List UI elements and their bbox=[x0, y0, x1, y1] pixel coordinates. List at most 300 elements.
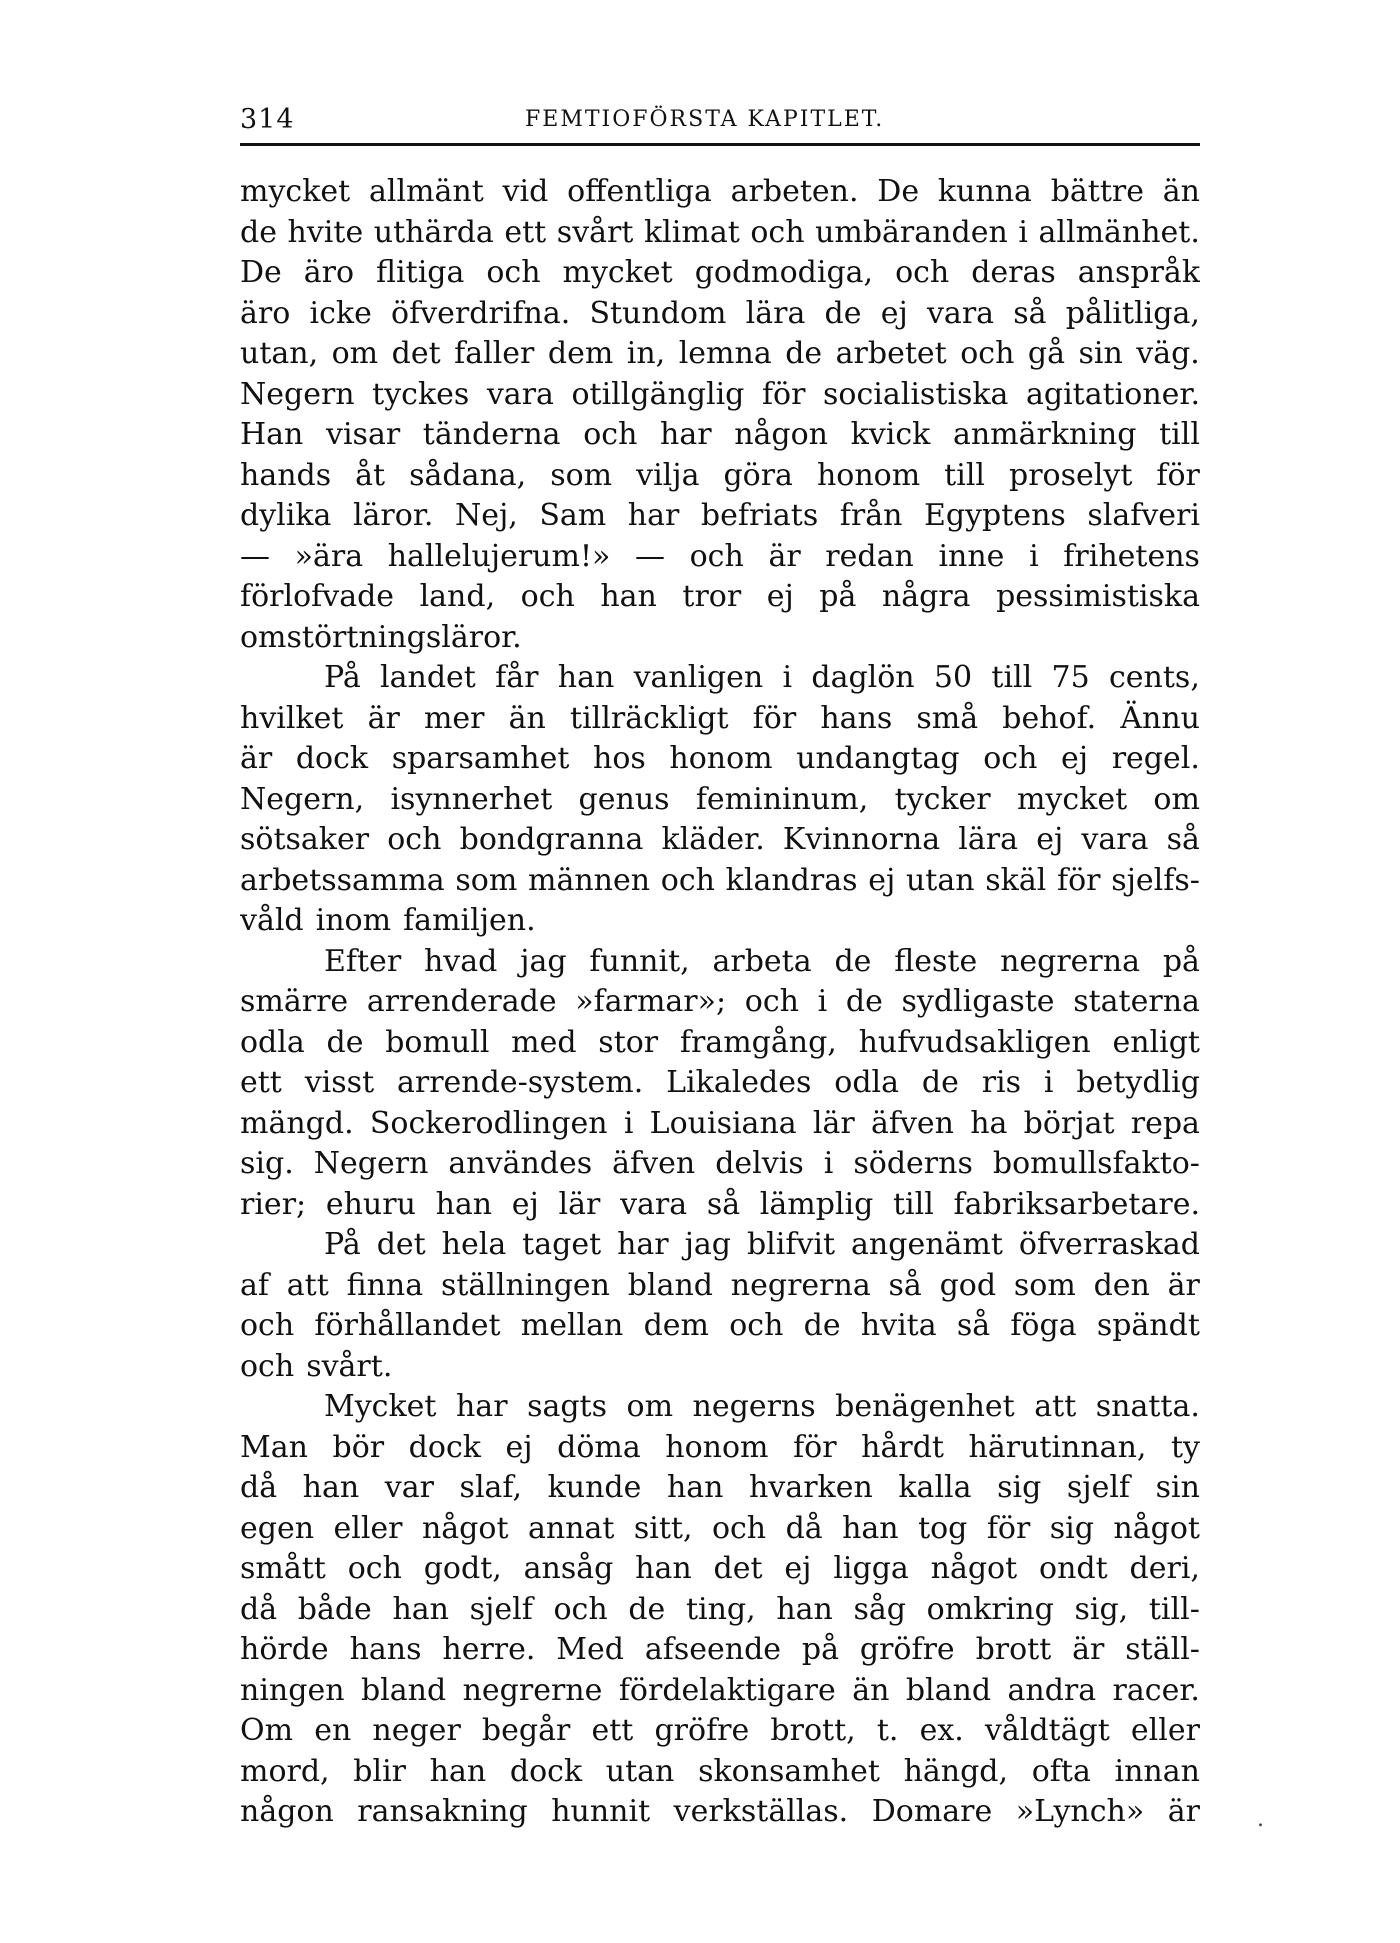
word: På bbox=[324, 660, 361, 695]
word: utan bbox=[605, 1753, 675, 1789]
word: små bbox=[916, 700, 979, 736]
word: ej bbox=[511, 1186, 539, 1222]
word: mängd. bbox=[240, 1105, 354, 1141]
word: godt, bbox=[423, 1551, 502, 1586]
text-line bbox=[240, 1549, 1200, 1590]
word: vanligen bbox=[633, 660, 764, 695]
word: ex. bbox=[919, 1713, 964, 1748]
word: sig bbox=[997, 1470, 1042, 1505]
word: än bbox=[508, 700, 546, 736]
word: är bbox=[240, 741, 273, 776]
word: daglön bbox=[811, 660, 915, 695]
word: och bbox=[660, 862, 715, 898]
word: till bbox=[1159, 417, 1200, 452]
word: dylika bbox=[240, 498, 332, 533]
word: i bbox=[823, 1146, 834, 1181]
word: och bbox=[553, 1591, 608, 1627]
word: icke bbox=[309, 295, 372, 331]
word: lär bbox=[558, 1186, 601, 1222]
text-line bbox=[240, 1387, 1200, 1428]
word: till bbox=[944, 457, 986, 493]
word: hands bbox=[240, 457, 332, 493]
word: både bbox=[297, 1591, 372, 1627]
word: allmänt bbox=[368, 174, 484, 209]
word: hårdt bbox=[861, 1429, 944, 1465]
word: undangtag bbox=[796, 741, 960, 776]
word: han bbox=[635, 1551, 692, 1586]
word: det bbox=[713, 1551, 763, 1586]
word: än bbox=[1162, 174, 1200, 209]
word: mycket bbox=[240, 174, 351, 209]
word: begår bbox=[481, 1713, 571, 1748]
word: och bbox=[520, 579, 575, 614]
word: den bbox=[1093, 1267, 1150, 1303]
text-line bbox=[240, 415, 1200, 456]
word: sjelf bbox=[1066, 1470, 1131, 1505]
word: tänderna bbox=[422, 417, 561, 452]
word: och bbox=[750, 214, 805, 250]
word: och bbox=[711, 1510, 767, 1546]
word: ansåg bbox=[523, 1551, 614, 1586]
word: Negern, bbox=[240, 781, 365, 817]
word: något bbox=[930, 1551, 1018, 1586]
word: lämplig bbox=[759, 1186, 874, 1222]
word: angenämt bbox=[851, 1227, 1003, 1262]
word: klandras bbox=[725, 862, 858, 898]
word: och bbox=[744, 984, 799, 1019]
word: bland bbox=[627, 1267, 713, 1303]
word: godmodiga, bbox=[694, 255, 874, 290]
text-line bbox=[240, 213, 1200, 254]
word: »Lynch» bbox=[1015, 1794, 1145, 1829]
word: för bbox=[752, 700, 797, 736]
word: pessimistiska bbox=[996, 579, 1200, 614]
word: anspråk bbox=[1077, 255, 1200, 290]
word: genus bbox=[578, 781, 670, 817]
word: fabriksarbetare. bbox=[953, 1186, 1200, 1222]
word: är bbox=[1072, 1632, 1105, 1667]
word: ett bbox=[504, 214, 547, 250]
word: ningen bbox=[240, 1672, 345, 1708]
text-line bbox=[240, 456, 1200, 497]
word: kvick bbox=[850, 417, 931, 452]
word: sötsaker bbox=[240, 822, 370, 857]
word: användes bbox=[448, 1146, 593, 1181]
word: »farmar»; bbox=[575, 984, 727, 1019]
word: ris bbox=[981, 1065, 1022, 1100]
word: sin bbox=[1155, 1470, 1200, 1505]
word: regel. bbox=[1111, 741, 1200, 776]
word: slaf, bbox=[459, 1470, 522, 1505]
word: söderns bbox=[853, 1146, 973, 1181]
word: mer bbox=[423, 700, 485, 736]
word: ej bbox=[505, 1429, 533, 1465]
word: som bbox=[1013, 1267, 1076, 1303]
word: allmänhet. bbox=[1038, 214, 1200, 250]
word: och bbox=[486, 255, 541, 290]
word: dock bbox=[509, 1753, 583, 1789]
word: i bbox=[1043, 1065, 1054, 1100]
word: om bbox=[626, 1389, 674, 1424]
word: hela bbox=[441, 1227, 507, 1262]
word: land, bbox=[419, 579, 496, 614]
text-line bbox=[240, 1063, 1200, 1104]
word: hvarken bbox=[749, 1470, 873, 1505]
word: de bbox=[834, 943, 872, 979]
word: faller bbox=[454, 336, 535, 371]
word: ransakning bbox=[357, 1794, 528, 1829]
word: annat bbox=[527, 1510, 615, 1546]
word: tycker bbox=[894, 781, 991, 817]
word: och bbox=[983, 741, 1038, 776]
word: herre. bbox=[442, 1632, 536, 1667]
word: betydlig bbox=[1076, 1065, 1200, 1100]
word: spändt bbox=[1096, 1308, 1200, 1343]
word: smått bbox=[240, 1551, 326, 1586]
word: Ännu bbox=[1120, 700, 1200, 736]
word: till- bbox=[1148, 1591, 1200, 1627]
word: tillräckligt bbox=[570, 700, 729, 736]
word: för bbox=[1156, 457, 1200, 493]
word: arbetet bbox=[835, 336, 947, 371]
word: taget bbox=[522, 1227, 602, 1262]
word: benägenhet bbox=[835, 1389, 1015, 1424]
word: staterna bbox=[1073, 984, 1200, 1019]
word: sådana, bbox=[409, 457, 527, 493]
word: i bbox=[1029, 538, 1039, 574]
word: mellan bbox=[520, 1308, 624, 1343]
word: cents, bbox=[1108, 660, 1200, 695]
word: ett bbox=[240, 1065, 282, 1100]
word: andra bbox=[1007, 1672, 1097, 1708]
word: pålitliga, bbox=[1065, 295, 1200, 331]
word: Stundom bbox=[589, 295, 727, 331]
word: lemna bbox=[678, 336, 772, 371]
word: På bbox=[324, 1227, 361, 1262]
word: till bbox=[893, 1186, 934, 1222]
word: mycket bbox=[562, 255, 673, 290]
word: ondt bbox=[1039, 1551, 1108, 1586]
chapter-title: FEMTIOFÖRSTA KAPITLET. bbox=[525, 107, 885, 132]
word: De bbox=[240, 255, 282, 290]
word: afseende bbox=[644, 1632, 782, 1667]
text-line bbox=[240, 1225, 1200, 1266]
word: visst bbox=[304, 1065, 375, 1100]
text-line bbox=[240, 942, 1200, 983]
word: förlofvade bbox=[240, 579, 395, 614]
word: att bbox=[1034, 1389, 1077, 1424]
header-rule bbox=[240, 143, 1200, 146]
word: slafveri bbox=[1087, 498, 1200, 533]
word: så bbox=[1013, 295, 1047, 331]
word: mord, bbox=[240, 1753, 330, 1789]
word: ställ- bbox=[1125, 1632, 1200, 1667]
word: framgång, bbox=[679, 1024, 837, 1060]
word: Sockerodlingen bbox=[369, 1105, 608, 1141]
text-line bbox=[240, 1104, 1200, 1145]
word: och bbox=[583, 417, 638, 452]
word: kalla bbox=[898, 1470, 972, 1505]
word: så bbox=[888, 1267, 922, 1303]
word: gröfre bbox=[859, 1632, 955, 1667]
word: socialistiska bbox=[823, 376, 1009, 412]
word: har bbox=[660, 417, 712, 452]
word: för bbox=[793, 1429, 837, 1465]
word: väg. bbox=[1136, 336, 1200, 371]
word: från bbox=[839, 498, 903, 533]
word: ting, bbox=[685, 1591, 756, 1627]
word: har bbox=[627, 498, 680, 533]
word: Om bbox=[240, 1713, 294, 1748]
word: deras bbox=[971, 255, 1056, 290]
word: Man bbox=[240, 1429, 308, 1465]
word: — bbox=[240, 538, 270, 574]
word: racer. bbox=[1112, 1672, 1200, 1708]
word: var bbox=[384, 1470, 434, 1505]
word: vara bbox=[1081, 822, 1149, 857]
word: blir bbox=[353, 1753, 406, 1789]
word: öfverdrifna. bbox=[391, 295, 571, 331]
word: blifvit bbox=[746, 1227, 836, 1262]
word: otillgänglig bbox=[571, 376, 745, 412]
word: bland bbox=[360, 1672, 447, 1708]
word: smärre bbox=[240, 984, 349, 1019]
word: sitt, bbox=[633, 1510, 693, 1546]
word: och bbox=[729, 1308, 784, 1343]
word: om bbox=[331, 336, 379, 371]
word: han bbox=[666, 1470, 724, 1505]
word: ej bbox=[766, 579, 794, 614]
word: kläder. bbox=[661, 822, 765, 857]
word: sig bbox=[1049, 1510, 1094, 1546]
text-line bbox=[240, 780, 1200, 821]
word: så bbox=[1166, 822, 1200, 857]
word: hörde bbox=[240, 1632, 329, 1667]
word: vara bbox=[926, 295, 995, 331]
word: god bbox=[939, 1267, 997, 1303]
word: omkring bbox=[926, 1591, 1054, 1627]
word: våldtägt bbox=[984, 1713, 1110, 1748]
page-number: 314 bbox=[240, 104, 295, 135]
text-line bbox=[240, 1428, 1200, 1469]
word: förhållandet bbox=[314, 1308, 501, 1343]
word: sig, bbox=[1074, 1591, 1129, 1627]
word: Kvinnorna bbox=[782, 822, 941, 857]
word: repa bbox=[1130, 1105, 1200, 1141]
word: Likaledes bbox=[666, 1065, 812, 1100]
word: en bbox=[314, 1713, 352, 1748]
word: hallelujerum!» bbox=[387, 538, 611, 574]
word: odla bbox=[240, 1024, 305, 1060]
word: Sam bbox=[539, 498, 607, 533]
word: de bbox=[785, 336, 823, 371]
text-line bbox=[240, 1792, 1200, 1833]
word: de bbox=[628, 1591, 666, 1627]
word: lära bbox=[958, 822, 1019, 857]
text-line bbox=[240, 618, 1200, 659]
word: äro bbox=[240, 295, 291, 331]
word: kunde bbox=[547, 1470, 642, 1505]
word: någon bbox=[240, 1794, 334, 1829]
word: härutinnan, bbox=[968, 1429, 1147, 1465]
word: sin bbox=[1078, 336, 1123, 371]
word: hos bbox=[593, 741, 646, 776]
word: flitiga bbox=[376, 255, 465, 290]
word: arrenderade bbox=[366, 984, 557, 1019]
word: Negern bbox=[313, 1146, 429, 1181]
word: i bbox=[1018, 214, 1028, 250]
word: och bbox=[240, 1348, 295, 1384]
word: ehuru bbox=[325, 1186, 416, 1222]
word: t. bbox=[876, 1713, 899, 1748]
word: på bbox=[801, 1632, 839, 1667]
word: fleste bbox=[894, 943, 978, 979]
print-speck: . bbox=[1257, 1807, 1264, 1832]
text-line bbox=[240, 982, 1200, 1023]
text-line bbox=[240, 1630, 1200, 1671]
word: ej bbox=[880, 295, 908, 331]
word: dock bbox=[295, 741, 369, 776]
word: Negern bbox=[240, 376, 355, 412]
word: De bbox=[877, 174, 920, 209]
word: de bbox=[824, 295, 862, 331]
word: han bbox=[392, 1591, 449, 1627]
word: någon bbox=[734, 417, 828, 452]
word: sjelfs- bbox=[1111, 862, 1200, 898]
word: göra bbox=[723, 457, 793, 493]
word: neger bbox=[372, 1713, 461, 1748]
word: männen bbox=[528, 862, 651, 898]
word: agitationer. bbox=[1025, 376, 1200, 412]
word: han bbox=[600, 579, 657, 614]
word: de bbox=[845, 984, 883, 1019]
text-line bbox=[240, 172, 1200, 213]
word: läror. bbox=[352, 498, 434, 533]
word: och bbox=[895, 255, 950, 290]
word: fördelaktigare bbox=[618, 1672, 836, 1708]
word: än bbox=[852, 1672, 890, 1708]
word: behof. bbox=[1002, 700, 1097, 736]
word: bomullsfakto- bbox=[992, 1146, 1200, 1181]
word: och bbox=[387, 822, 442, 857]
word: som bbox=[455, 862, 518, 898]
word: Han bbox=[240, 417, 304, 452]
word: de bbox=[326, 1024, 364, 1060]
word: inne bbox=[938, 538, 1005, 574]
word: Domare bbox=[871, 1794, 993, 1829]
word: något bbox=[421, 1510, 509, 1546]
text-line bbox=[240, 1306, 1200, 1347]
text-line bbox=[240, 739, 1200, 780]
word: hvilket bbox=[240, 700, 344, 736]
text-line bbox=[240, 1266, 1200, 1307]
word: har bbox=[617, 1227, 669, 1262]
text-line bbox=[240, 1671, 1200, 1712]
word: dock bbox=[408, 1429, 481, 1465]
word: arbeten. bbox=[730, 174, 859, 209]
word: då bbox=[240, 1470, 278, 1505]
word: börjat bbox=[1023, 1105, 1115, 1141]
word: eller bbox=[333, 1510, 403, 1546]
word: skonsamhet bbox=[698, 1753, 880, 1789]
word: att bbox=[286, 1267, 329, 1303]
body-text bbox=[240, 172, 1200, 1833]
word: ofta bbox=[1031, 1753, 1091, 1789]
word: tog bbox=[918, 1510, 968, 1546]
word: arbetssamma bbox=[240, 862, 445, 898]
word: familjen. bbox=[403, 903, 536, 938]
word: egen bbox=[240, 1510, 315, 1546]
word: bör bbox=[332, 1429, 385, 1465]
word: öfverraskad bbox=[1018, 1227, 1200, 1262]
word: arrende-system. bbox=[396, 1065, 644, 1100]
text-line bbox=[240, 375, 1200, 416]
word: vara bbox=[620, 1186, 688, 1222]
word: Mycket bbox=[324, 1389, 437, 1424]
word: negrerne bbox=[462, 1672, 603, 1708]
word: och bbox=[689, 538, 744, 574]
text-line bbox=[240, 820, 1200, 861]
word: jag bbox=[684, 1227, 732, 1262]
text-line bbox=[240, 658, 1200, 699]
word: stor bbox=[598, 1024, 659, 1060]
word: hvite bbox=[287, 214, 364, 250]
word: de bbox=[803, 1308, 841, 1343]
word: de bbox=[921, 1065, 959, 1100]
word: i bbox=[623, 1105, 634, 1141]
word: klimat bbox=[644, 214, 740, 250]
word: hans bbox=[349, 1632, 422, 1667]
word: utan, bbox=[240, 336, 319, 371]
word: ett bbox=[591, 1713, 634, 1748]
word: visar bbox=[326, 417, 401, 452]
word: är bbox=[1167, 1794, 1200, 1829]
word: negerns bbox=[692, 1389, 816, 1424]
word: deri, bbox=[1129, 1551, 1200, 1586]
word: jag bbox=[520, 943, 567, 979]
word: i bbox=[817, 984, 828, 1019]
word: Nej, bbox=[454, 498, 518, 533]
word: svårt bbox=[556, 214, 634, 250]
word: honom bbox=[816, 457, 921, 493]
text-line bbox=[240, 699, 1200, 740]
word: det bbox=[376, 1227, 426, 1262]
word: och bbox=[960, 336, 1015, 371]
word: finna bbox=[346, 1267, 424, 1303]
word: innan bbox=[1114, 1753, 1200, 1789]
word: till bbox=[991, 660, 1033, 695]
word: ej bbox=[1061, 741, 1089, 776]
word: mycket bbox=[1016, 781, 1128, 817]
word: han bbox=[435, 1186, 493, 1222]
word: lär bbox=[812, 1105, 855, 1141]
text-line bbox=[240, 577, 1200, 618]
word: för bbox=[1057, 862, 1101, 898]
word: såg bbox=[853, 1591, 906, 1627]
word: på bbox=[1162, 943, 1200, 979]
word: isynnerhet bbox=[390, 781, 553, 817]
word: bland bbox=[905, 1672, 992, 1708]
word: offentliga bbox=[567, 174, 712, 209]
word: ty bbox=[1170, 1429, 1200, 1465]
word: som bbox=[550, 457, 613, 493]
word: sagts bbox=[527, 1389, 607, 1424]
word: och bbox=[347, 1551, 402, 1586]
text-line bbox=[240, 861, 1200, 902]
word: han bbox=[302, 1470, 360, 1505]
word: då bbox=[240, 1591, 278, 1627]
word: 75 bbox=[1051, 660, 1090, 695]
